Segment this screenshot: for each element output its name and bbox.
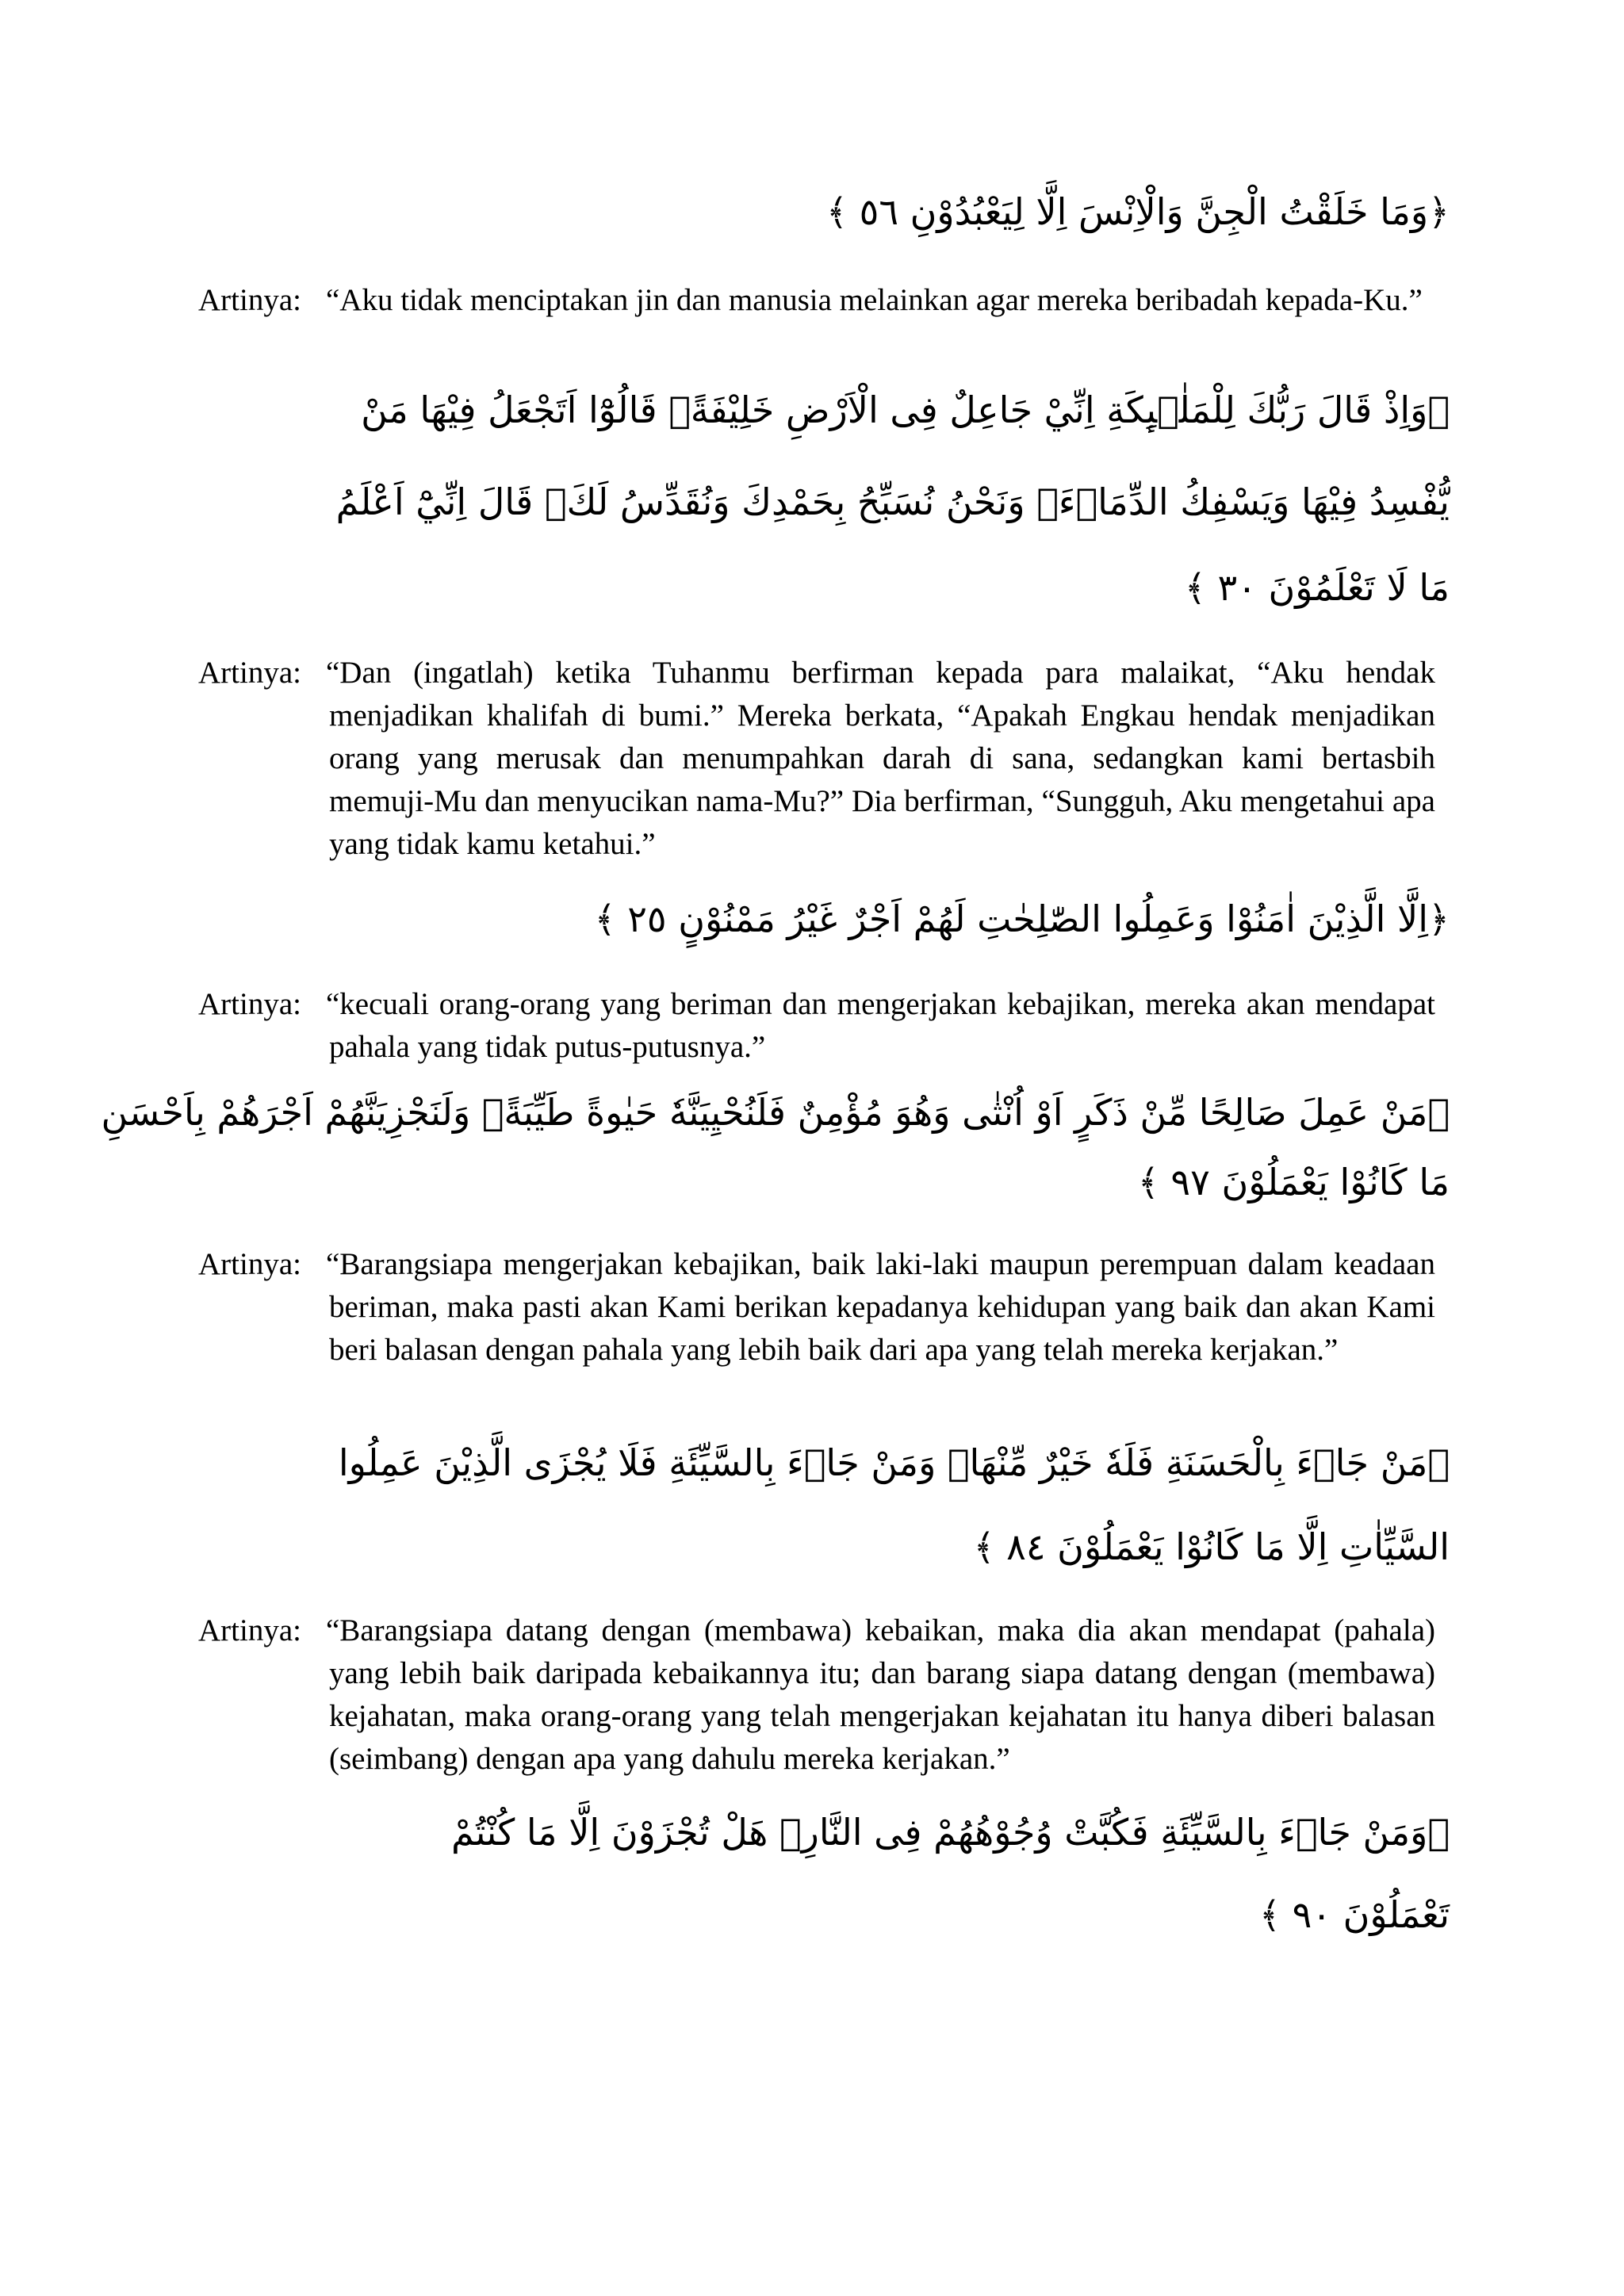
arabic-verse-line: ﴿وَمَنْ جَاۤءَ بِالسَّيِّئَةِ فَكُبَّتْ وُجُوْهُهُمْ فِى النَّارِۗ هَلْ تُجْزَوْنَ اِلَّا مَا كُنْتُمْ [451,1811,1450,1854]
arabic-verse-line: مَا لَا تَعْلَمُوْنَ ٣٠ ﴾ [1184,566,1450,609]
translation-text: “Dan (ingatlah) ketika Tuhanmu berfirman kepada para malaikat, “Aku hendak menjadikan khalifah di bumi.” Mereka berkata, “Apakah Engkau hendak menjadikan orang yang merusak dan menumpahkan darah di sana, sedangkan kami bertasbih memuji-Mu dan menyucikan nama-Mu?” Dia berfirman, “Sungguh, Aku mengetahui apa yang tidak kamu ketahui.” [326,656,1435,861]
translation-text: “kecuali orang-orang yang beriman dan mengerjakan kebajikan, mereka akan mendapat pahala yang tidak putus-putusnya.” [326,987,1435,1064]
translation-text: “Aku tidak menciptakan jin dan manusia melainkan agar mereka beribadah kepada-Ku.” [326,283,1423,317]
translation-block [198,983,1435,1069]
arabic-verse-line: يُّفْسِدُ فِيْهَا وَيَسْفِكُ الدِّمَاۤءَۚ وَنَحْنُ نُسَبِّحُ بِحَمْدِكَ وَنُقَدِّسُ لَكَۗ قَالَ اِنِّيْٓ اَعْلَمُ [335,480,1450,523]
translation-label: Artinya: [198,656,301,690]
translation-block [198,279,1435,322]
arabic-verse-line: السَّيِّاٰتِ اِلَّا مَا كَانُوْا يَعْمَلُوْنَ ٨٤ ﴾ [973,1525,1450,1568]
arabic-verse-line: ﴿مَنْ جَاۤءَ بِالْحَسَنَةِ فَلَهٗ خَيْرٌ مِّنْهَاۚ وَمَنْ جَاۤءَ بِالسَّيِّئَةِ فَلَا يُجْزَى الَّذِيْنَ عَمِلُوا [338,1441,1450,1484]
translation-block [198,1609,1435,1781]
arabic-verse-line: مَا كَانُوْا يَعْمَلُوْنَ ٩٧ ﴾ [1137,1161,1450,1203]
arabic-verse-line: ﴿مَنْ عَمِلَ صَالِحًا مِّنْ ذَكَرٍ اَوْ اُنْثٰى وَهُوَ مُؤْمِنٌ فَلَنُحْيِيَنَّهٗ حَيٰوةً طَيِّبَةًۚ وَلَنَجْزِيَنَّهُمْ اَجْرَهُمْ بِاَحْسَنِ [101,1091,1450,1134]
arabic-verse-line: ﴿اِلَّا الَّذِيْنَ اٰمَنُوْا وَعَمِلُوا الصّٰلِحٰتِ لَهُمْ اَجْرٌ غَيْرُ مَمْنُوْنٍ ٢٥ ﴾ [594,897,1450,940]
translation-label: Artinya: [198,987,301,1021]
translation-block [198,1243,1435,1372]
arabic-verse-line: ﴿وَاِذْ قَالَ رَبُّكَ لِلْمَلٰۤىِٕكَةِ اِنِّيْ جَاعِلٌ فِى الْاَرْضِ خَلِيْفَةًۗ قَالُوْٓا اَتَجْعَلُ فِيْهَا مَنْ [361,388,1450,431]
translation-label: Artinya: [198,1247,301,1281]
arabic-verse-line: ﴿وَمَا خَلَقْتُ الْجِنَّ وَالْاِنْسَ اِلَّا لِيَعْبُدُوْنِ ٥٦ ﴾ [826,190,1450,233]
translation-text: “Barangsiapa mengerjakan kebajikan, baik laki-laki maupun perempuan dalam keadaan beriman, maka pasti akan Kami berikan kepadanya kehidupan yang baik dan akan Kami beri balasan dengan pahala yang lebih baik dari apa yang telah mereka kerjakan.” [326,1247,1435,1367]
translation-block [198,652,1435,866]
arabic-verse-line: تَعْمَلُوْنَ ٩٠ ﴾ [1259,1893,1450,1936]
translation-label: Artinya: [198,1613,301,1647]
translation-label: Artinya: [198,283,301,317]
translation-text: “Barangsiapa datang dengan (membawa) kebaikan, maka dia akan mendapat (pahala) yang lebih baik daripada kebaikannya itu; dan barang siapa datang dengan (membawa) kejahatan, maka orang-orang yang telah mengerjakan kejahatan itu hanya diberi balasan (seimbang) dengan apa yang dahulu mereka kerjakan.” [326,1613,1435,1776]
